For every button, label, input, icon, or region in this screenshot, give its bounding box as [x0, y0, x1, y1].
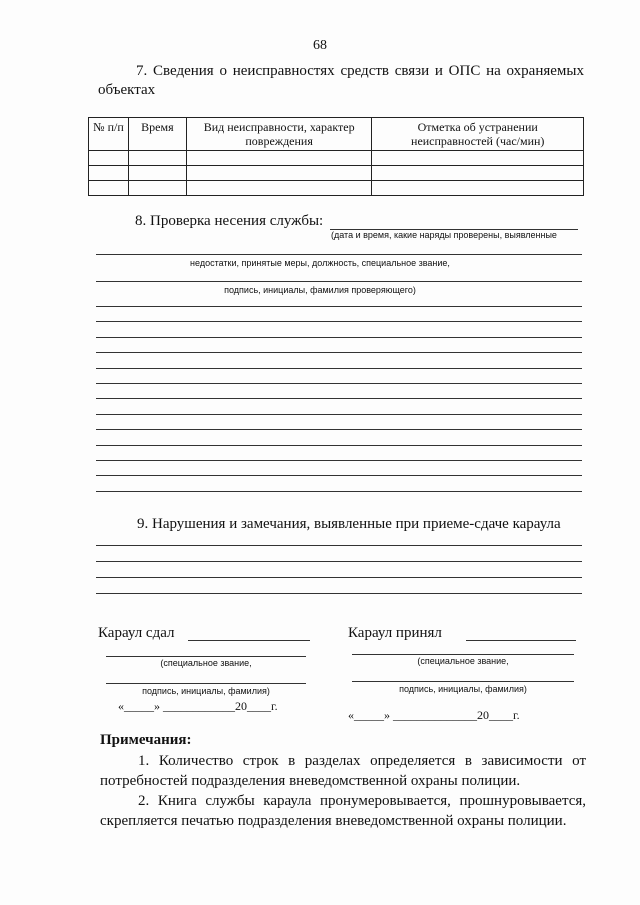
inspection-fill-line[interactable]: [96, 306, 582, 307]
table-cell[interactable]: [372, 166, 584, 181]
notes-title: Примечания:: [100, 732, 192, 748]
guard-accepted-line[interactable]: [466, 640, 576, 641]
guard-accepted-label: Караул принял: [348, 625, 442, 641]
table-cell[interactable]: [128, 166, 186, 181]
table-cell[interactable]: [372, 181, 584, 196]
table-row: [89, 181, 584, 196]
column-header-number: № п/п: [89, 118, 129, 151]
column-header-repair-mark: Отметка об устранении неисправностей (час/мин): [372, 118, 584, 151]
table-cell[interactable]: [186, 151, 372, 166]
guard-handed-over-rank-caption: (специальное звание,: [160, 658, 252, 668]
table-cell[interactable]: [89, 166, 129, 181]
table-cell[interactable]: [89, 181, 129, 196]
table-header-row: [89, 118, 584, 151]
inspection-fill-line[interactable]: [96, 383, 582, 384]
guard-accepted-rank-caption: (специальное звание,: [417, 656, 509, 666]
inspection-fill-line[interactable]: [96, 429, 582, 430]
violations-fill-line[interactable]: [96, 577, 582, 578]
inspection-fill-line[interactable]: [96, 414, 582, 415]
inspection-fill-line[interactable]: [96, 254, 582, 255]
section-7-title: 7. Сведения о неисправностях средств связи и ОПС на охраняемых объектах: [98, 63, 584, 98]
guard-handed-over-line[interactable]: [188, 640, 310, 641]
table-cell[interactable]: [89, 151, 129, 166]
section-8-caption-3: подпись, инициалы, фамилия проверяющего): [224, 285, 416, 295]
guard-handed-over-date[interactable]: «_____» ____________20____г.: [118, 699, 278, 713]
inspection-fill-line[interactable]: [96, 337, 582, 338]
inspection-fill-line[interactable]: [96, 491, 582, 492]
table-cell[interactable]: [186, 166, 372, 181]
page-number: 68: [313, 38, 327, 53]
guard-accepted-date[interactable]: «_____» ______________20____г.: [348, 708, 520, 722]
inspection-fill-line[interactable]: [96, 445, 582, 446]
violations-fill-line[interactable]: [96, 561, 582, 562]
note-2: 2. Книга службы караула пронумеровывается, прошнуровывается, скрепляется печатью подразделения вневедомственной охраны полиции.: [100, 793, 586, 829]
table-cell[interactable]: [186, 181, 372, 196]
violations-fill-line[interactable]: [96, 545, 582, 546]
table-cell[interactable]: [128, 151, 186, 166]
inspection-fill-line[interactable]: [96, 281, 582, 282]
section-9-title: 9. Нарушения и замечания, выявленные при приеме-сдаче караула: [137, 516, 561, 532]
section-8-caption-2: недостатки, принятые меры, должность, специальное звание,: [190, 258, 450, 268]
table-row: [89, 151, 584, 166]
column-header-time: Время: [128, 118, 186, 151]
note-1: 1. Количество строк в разделах определяется в зависимости от потребностей подразделения вневедомственной охраны полиции.: [100, 753, 586, 789]
table-row: [89, 166, 584, 181]
inspection-fill-line[interactable]: [96, 475, 582, 476]
guard-accepted-rank-line[interactable]: [352, 654, 574, 655]
table-cell[interactable]: [128, 181, 186, 196]
inspection-fill-line[interactable]: [96, 321, 582, 322]
guard-accepted-sign-caption: подпись, инициалы, фамилия): [399, 684, 527, 694]
guard-handed-over-sign-line[interactable]: [106, 683, 306, 684]
guard-accepted-sign-line[interactable]: [352, 681, 574, 682]
table-cell[interactable]: [372, 151, 584, 166]
column-header-fault-type: Вид неисправности, характер повреждения: [186, 118, 372, 151]
guard-handed-over-sign-caption: подпись, инициалы, фамилия): [142, 686, 270, 696]
section-8-caption-1: (дата и время, какие наряды проверены, выявленные: [331, 230, 557, 240]
section-8-title: 8. Проверка несения службы:: [135, 213, 324, 229]
faults-table: [88, 117, 584, 196]
guard-handed-over-rank-line[interactable]: [106, 656, 306, 657]
inspection-fill-line[interactable]: [96, 368, 582, 369]
violations-fill-line[interactable]: [96, 593, 582, 594]
inspection-fill-line[interactable]: [96, 352, 582, 353]
inspection-fill-line[interactable]: [96, 398, 582, 399]
guard-handed-over-label: Караул сдал: [98, 625, 175, 641]
inspection-fill-line[interactable]: [96, 460, 582, 461]
